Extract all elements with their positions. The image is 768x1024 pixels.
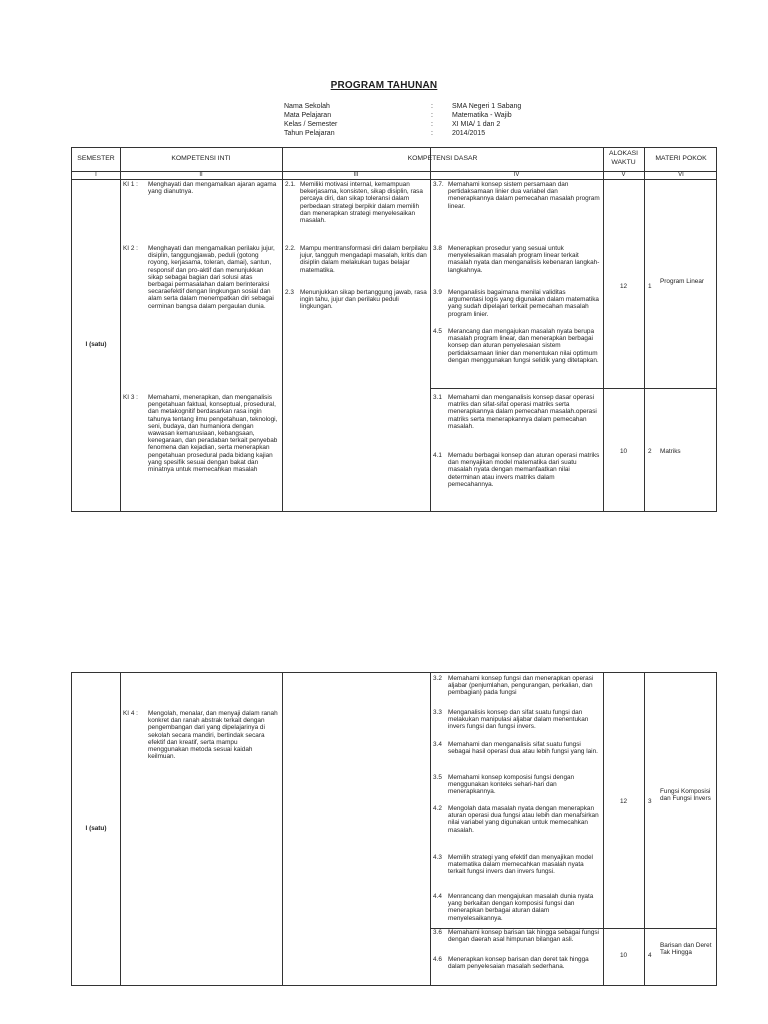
ki-item bbox=[123, 394, 279, 473]
kd-text: Memahami konsep fungsi dan menerapkan operasi aljabar (penjumlahan, pengurangan, perkalian, dan pembagian) pada fungsi bbox=[448, 675, 594, 697]
kd-code: 3.7. bbox=[433, 181, 444, 188]
kd-text: Menunjukkan sikap bertanggung jawab, rasa ingin tahu, jujur dan perilaku peduli lingkungan. bbox=[300, 289, 427, 311]
kd-code: 4.2 bbox=[433, 805, 442, 812]
materi-pokok: Fungsi Komposisi dan Fungsi Invers bbox=[660, 788, 711, 803]
kd-code: 4.4 bbox=[433, 893, 442, 900]
kd-code: 2.1. bbox=[285, 181, 296, 188]
kd-text: Memahami dan menganalisis sifat suatu fungsi sebagai hasil operasi dua atau lebih fungsi yang lain. bbox=[448, 741, 598, 756]
kd-text: Mampu mentransformasi diri dalam berpilaku jujur, tangguh mengadapi masalah, kritis dan disiplin dalam melakukan tugas belajar matematika. bbox=[300, 245, 428, 274]
materi-pokok: Program Linear bbox=[660, 278, 705, 285]
kd-code: 3.4 bbox=[433, 741, 442, 748]
materi-pokok: Matriks bbox=[660, 448, 681, 455]
kd-text: Memahami konsep barisan tak hingga sebagai fungsi dengan daerah asal himpunan bilangan asli. bbox=[448, 929, 599, 944]
materi-number: 4 bbox=[648, 952, 652, 959]
kd-code: 3.1 bbox=[433, 394, 442, 401]
header-kompetensi-inti: KOMPETENSI INTI bbox=[171, 155, 231, 162]
kd-text: Menrancang dan mengajukan masalah dunia nyata yang berkaitan dengan komposisi fungsi dan menerapkan berbagai aturan dalam menyelesaikannya. bbox=[448, 893, 594, 922]
ki-text: Menghayati dan mengamalkan ajaran agama yang dianutnya. bbox=[148, 181, 277, 196]
meta-row-subject bbox=[284, 111, 521, 120]
alokasi-waktu: 12 bbox=[619, 283, 628, 290]
kd-item bbox=[433, 394, 601, 430]
kd-code: 3.9 bbox=[433, 289, 442, 296]
col-number: V bbox=[621, 172, 626, 178]
document-meta bbox=[284, 102, 521, 138]
col-number: II bbox=[199, 172, 203, 178]
col-number: I bbox=[95, 172, 97, 178]
meta-row-class bbox=[284, 120, 521, 129]
meta-row-school bbox=[284, 102, 521, 111]
kd-item bbox=[433, 741, 601, 755]
ki-code: KI 1 : bbox=[123, 181, 138, 188]
meta-value: SMA Negeri 1 Sabang bbox=[452, 103, 522, 110]
meta-label: Kelas / Semester bbox=[284, 121, 338, 128]
kd-code: 3.5 bbox=[433, 774, 442, 781]
kd-text: Memiliki motivasi internal, kemampuan bekerjasama, konsisten, sikap disiplin, rasa percaya diri, dan sikap toleransi dalam perbedaan strategi berpikir dalam memilih dan menerapkan strategi menyelesaikan masalah. bbox=[300, 181, 423, 225]
col-number: VI bbox=[678, 172, 684, 178]
kd-code: 3.8 bbox=[433, 245, 442, 252]
kd-text: Memahami dan menganalisis konsep dasar operasi matriks dan sifat-sifat operasi matriks serta menerapkannya dalam pemecahan masalah.operasi matriks serta menerapkannya dalam pemecahan masalah. bbox=[448, 394, 597, 430]
kd-code: 4.6 bbox=[433, 956, 442, 963]
header-kompetensi-dasar: KOMPETENSI DASAR bbox=[407, 155, 478, 162]
ki-code: KI 3 : bbox=[123, 394, 138, 401]
kd-text: Menerapkan konsep barisan dan deret tak hingga dalam penyelesaian masalah sederhana. bbox=[448, 956, 589, 971]
page-title: PROGRAM TAHUNAN bbox=[330, 80, 438, 91]
kd-text: Memahami konsep sistem persamaan dan pertidaksamaan linier dua variabel dan menerapkannya dalam pemecahan masalah program linear. bbox=[448, 181, 600, 210]
semester-label: I (satu) bbox=[85, 341, 107, 348]
ki-item bbox=[123, 710, 279, 760]
col-number: IV bbox=[513, 172, 520, 178]
meta-value: Matematika - Wajib bbox=[452, 112, 512, 119]
kd-item bbox=[433, 328, 601, 364]
meta-colon: : bbox=[431, 103, 433, 110]
kd-text: Merancang dan mengajukan masalah nyata berupa masalah program linear, dan menerapkan berbagai konsep dan aturan penyelesaian sistem pertidaksamaan linier dan menentukan nilai optimum dengan menggunakan fungsi selidik yang ditetapkan. bbox=[448, 328, 599, 364]
meta-row-year bbox=[284, 129, 521, 138]
materi-number: 1 bbox=[648, 283, 652, 290]
kd-item bbox=[285, 289, 428, 311]
annual-program-table-1 bbox=[71, 147, 717, 512]
alokasi-waktu: 10 bbox=[619, 448, 628, 455]
kd-code: 4.1 bbox=[433, 452, 442, 459]
kd-item bbox=[433, 893, 601, 922]
ki-code: KI 2 : bbox=[123, 245, 138, 252]
kd-code: 4.3 bbox=[433, 854, 442, 861]
header-waktu: WAKTU bbox=[611, 159, 636, 166]
header-materi-pokok: MATERI POKOK bbox=[655, 155, 707, 162]
kd-item bbox=[433, 245, 601, 274]
kd-item bbox=[433, 774, 601, 796]
kd-text: Menganalisis bagaimana menilai validitas argumentasi logis yang digunakan dalam matematika yang sudah dipelajari terkait pemecahan masalah program linier. bbox=[448, 289, 599, 318]
meta-colon: : bbox=[431, 121, 433, 128]
meta-value: 2014/2015 bbox=[452, 130, 486, 137]
kd-code: 3.2 bbox=[433, 675, 442, 682]
meta-value: XI MIA/ 1 dan 2 bbox=[452, 121, 501, 128]
ki-code: KI 4 : bbox=[123, 710, 138, 717]
ki-item bbox=[123, 181, 279, 195]
materi-pokok: Barisan dan Deret Tak Hingga bbox=[660, 942, 712, 957]
alokasi-waktu: 12 bbox=[619, 798, 628, 805]
kd-code: 2.3 bbox=[285, 289, 294, 296]
kd-text: Mengolah data masalah nyata dengan menerapkan aturan operasi dua fungsi atau lebih dan menafsirkan nilai variabel yang digunakan untuk memecahkan masalah. bbox=[448, 805, 599, 834]
kd-code: 4.5 bbox=[433, 328, 442, 335]
kd-code: 3.6 bbox=[433, 929, 442, 936]
ki-item bbox=[123, 245, 279, 310]
kd-item bbox=[285, 181, 428, 224]
header-alokasi: ALOKASI bbox=[608, 150, 639, 157]
kd-item bbox=[433, 709, 601, 731]
kd-text: Memahami konsep komposisi fungsi dengan menggunakan konteks sehari-hari dan menerapkannya. bbox=[448, 774, 575, 796]
kd-item bbox=[285, 245, 428, 274]
alokasi-waktu: 10 bbox=[619, 952, 628, 959]
meta-label: Tahun Pelajaran bbox=[284, 130, 335, 137]
annual-program-table-2 bbox=[71, 672, 717, 986]
kd-text: Menganalisis konsep dan sifat suatu fungsi dan melakukan manipulasi aljabar dalam menentukan invers fungsi dan fungsi invers. bbox=[448, 709, 589, 731]
ki-text: Mengolah, menalar, dan menyaji dalam ranah konkret dan ranah abstrak terkait dengan pengembangan dari yang dipelajarinya di sekolah secara mandiri, bertindak secara efektif dan kreatif, serta mampu menggunakan metoda sesuai kaidah keilmuan. bbox=[148, 710, 278, 761]
meta-colon: : bbox=[431, 112, 433, 119]
kd-item bbox=[433, 956, 601, 970]
kd-item bbox=[433, 289, 601, 318]
header-semester: SEMESTER bbox=[77, 155, 115, 162]
kd-code: 3.3 bbox=[433, 709, 442, 716]
kd-text: Memilih strategi yang efektif dan menyajikan model matematika dalam memecahkan masalah nyata terkait fungsi invers dan invers fungsi. bbox=[448, 854, 593, 876]
ki-text: Menghayati dan mengamalkan perilaku jujur, disiplin, tanggungjawab, peduli (gotong royong, kerjasama, toleran, damai), santun, responsif dan pro-aktif dan menunjukkan sikap sebagai bagian dari solusi atas berbagai permasalahan dalam berinteraksi secaraefektif dengan lingkungan sosial dan alam serta dalam menempatkan diri sebagai cerminan bangsa dalam pergaulan dunia. bbox=[148, 245, 275, 310]
kd-item bbox=[433, 854, 601, 876]
meta-colon: : bbox=[431, 130, 433, 137]
col-number: III bbox=[353, 172, 359, 178]
meta-label: Mata Pelajaran bbox=[284, 112, 332, 119]
semester-label: I (satu) bbox=[85, 825, 107, 832]
kd-item bbox=[433, 452, 601, 488]
kd-item bbox=[433, 181, 601, 210]
kd-item bbox=[433, 675, 601, 697]
kd-item bbox=[433, 805, 601, 834]
materi-number: 2 bbox=[648, 448, 652, 455]
kd-item bbox=[433, 929, 601, 943]
kd-text: Menerapkan prosedur yang sesuai untuk menyelesaikan masalah program linear terkait masalah nyata dan menganalisis kebenaran langkah-langkahnya. bbox=[448, 245, 600, 274]
ki-text: Memahami, menerapkan, dan menganalisis pengetahuan faktual, konseptual, prosedural, dan metakognitif berdasarkan rasa ingin tahunya tentang ilmu pengetahuan, teknologi, seni, budaya, dan humaniora dengan wawasan kemanusiaan, kebangsaan, kenegaraan, dan peradaban terkait penyebab fenomena dan kejadian, serta menerapkan pengetahuan prosedural pada bidang kajian yang spesifik sesuai dengan bakat dan minatnya untuk memecahkan masalah bbox=[148, 394, 278, 474]
meta-label: Nama Sekolah bbox=[284, 103, 330, 110]
kd-text: Memadu berbagai konsep dan aturan operasi matriks dan menyajikan model matematika dari suatu masalah nyata dengan memanfaatkan nilai determinan atau invers matriks dalam pemecahannya. bbox=[448, 452, 600, 488]
materi-number: 3 bbox=[648, 798, 652, 805]
kd-code: 2.2. bbox=[285, 245, 296, 252]
